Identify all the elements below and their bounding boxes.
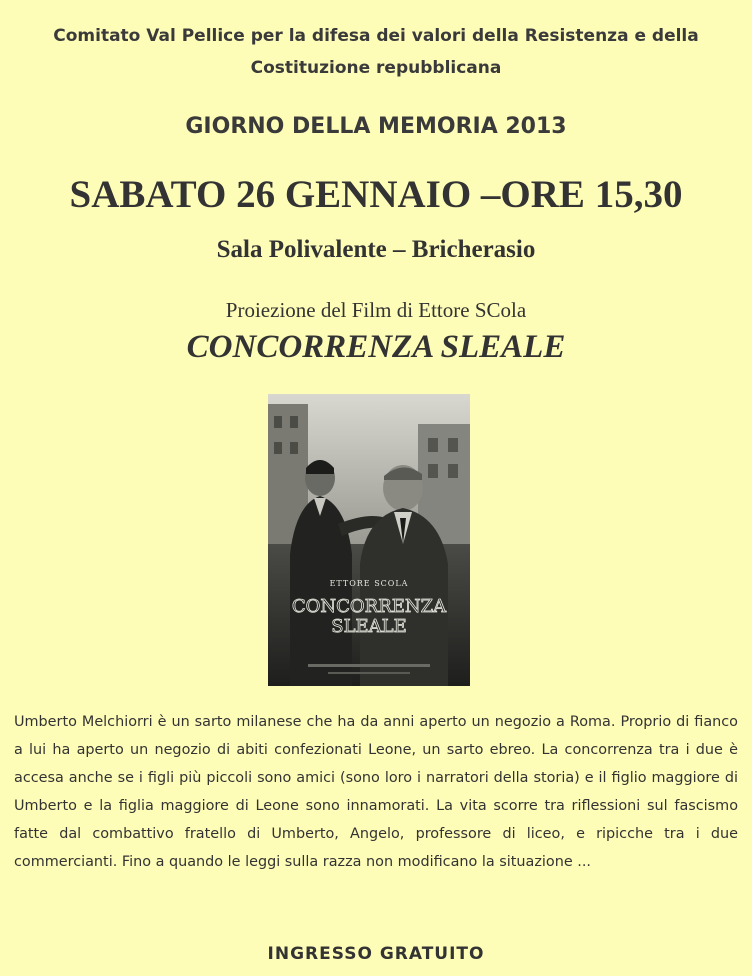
committee-line-2: Costituzione repubblicana — [250, 58, 502, 78]
event-name: GIORNO DELLA MEMORIA 2013 — [185, 114, 567, 139]
film-intro: Proiezione del Film di Ettore SCola — [225, 298, 527, 322]
film-poster-image — [268, 394, 470, 686]
film-synopsis: Umberto Melchiorri è un sarto milanese che ha da anni aperto un negozio a Roma. Proprio di fianco a lui ha aperto un negozio di abiti confezionati Leone, un sarto ebreo. La concorrenza tra i due è accesa anche se i figli più piccoli sono amici (sono loro i narratori della storia) e il figlio maggiore di Umberto e la figlia maggiore di Leone sono innamorati. La vita scorre tra riflessioni sul fascismo fatte dal combattivo fratello di Umberto, Angelo, professore di liceo, e ripicche tra i due commercianti. Fino a quando le leggi sulla razza non modificano la situazione ... — [14, 714, 738, 870]
film-title: CONCORRENZA SLEALE — [186, 329, 566, 365]
poster-title-line-2: SLEALE — [331, 616, 407, 637]
event-date-time: SABATO 26 GENNAIO –ORE 15,30 — [69, 173, 683, 216]
free-entry-notice: INGRESSO GRATUITO — [267, 944, 485, 964]
poster-title-line-1: CONCORRENZA — [291, 596, 447, 617]
event-venue: Sala Polivalente – Bricherasio — [216, 236, 536, 263]
poster-director: ETTORE SCOLA — [329, 579, 409, 588]
committee-line-1: Comitato Val Pellice per la difesa dei valori della Resistenza e della — [53, 26, 699, 46]
committee-header — [0, 20, 752, 84]
